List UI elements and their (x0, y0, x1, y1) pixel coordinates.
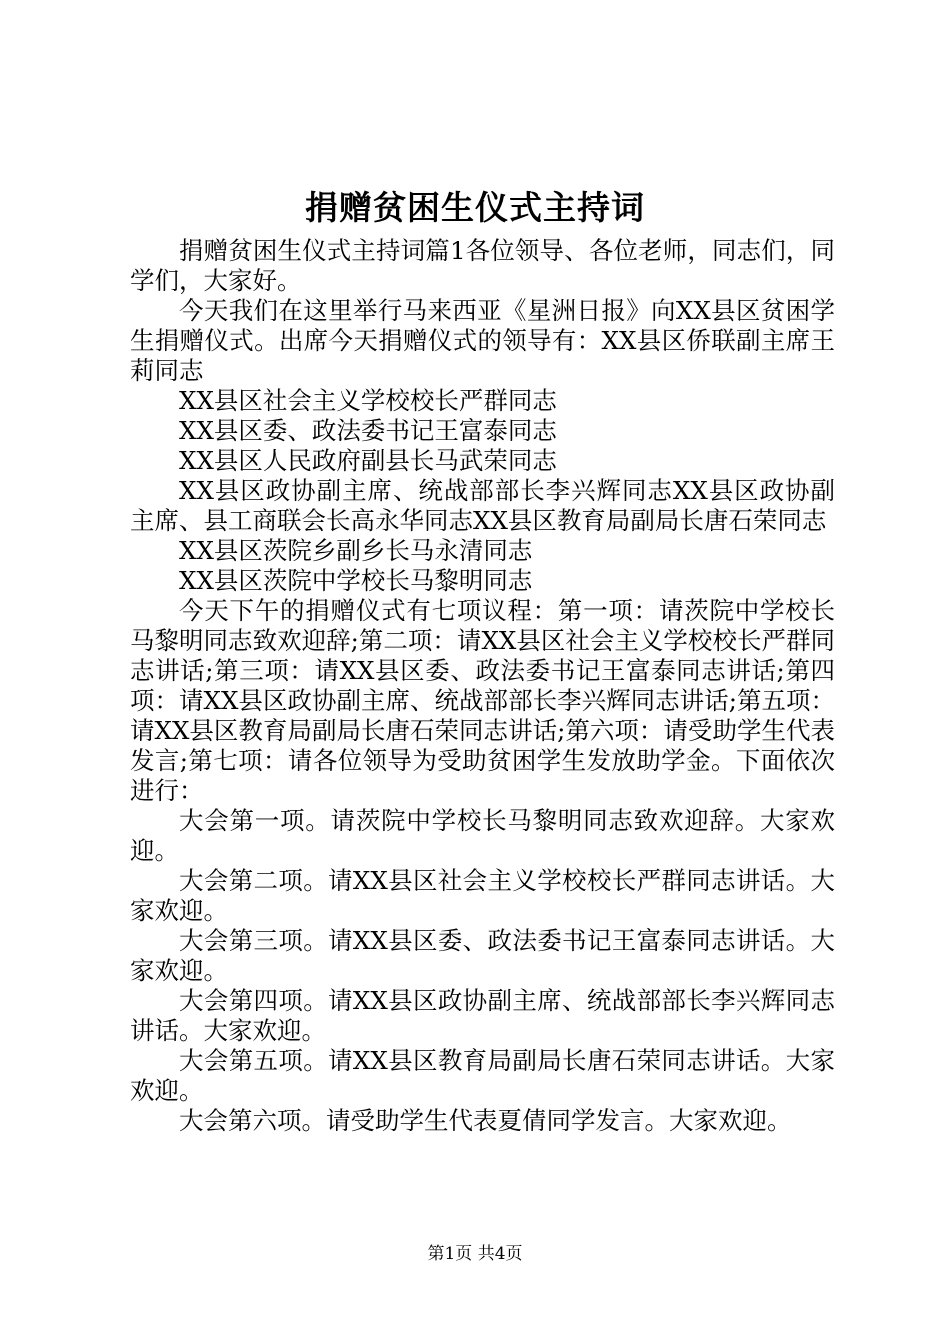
paragraph-agenda-item: 大会第二项。请XX县区社会主义学校校长严群同志讲话。大家欢迎。 (130, 866, 835, 925)
paragraph-agenda-item: 大会第五项。请XX县区教育局副局长唐石荣同志讲话。大家欢迎。 (130, 1046, 835, 1105)
paragraph-introduction: 今天我们在这里举行马来西亚《星洲日报》向XX县区贫困学生捐赠仪式。出席今天捐赠仪式的领导有：XX县区侨联副主席王莉同志 (130, 296, 835, 385)
paragraph-attendee: XX县区社会主义学校校长严群同志 (179, 386, 557, 415)
paragraph-agenda-item: 大会第三项。请XX县区委、政法委书记王富泰同志讲话。大家欢迎。 (130, 926, 835, 985)
paragraph-attendee: XX县区茨院乡副乡长马永清同志 (179, 536, 533, 565)
paragraph-agenda-item: 大会第六项。请受助学生代表夏倩同学发言。大家欢迎。 (179, 1106, 792, 1135)
paragraph-attendee: XX县区政协副主席、统战部部长李兴辉同志XX县区政协副主席、县工商联会长高永华同志XX县区教育局副局长唐石荣同志 (130, 476, 835, 535)
paragraph-agenda-item: 大会第一项。请茨院中学校长马黎明同志致欢迎辞。大家欢迎。 (130, 806, 835, 865)
document-title: 捐赠贫困生仪式主持词 (305, 188, 645, 227)
paragraph-greeting: 捐赠贫困生仪式主持词篇1各位领导、各位老师，同志们，同学们，大家好。 (130, 236, 835, 295)
paragraph-attendee: XX县区茨院中学校长马黎明同志 (179, 566, 533, 595)
paragraph-attendee: XX县区委、政法委书记王富泰同志 (179, 416, 557, 445)
page-footer: 第1页 共4页 (427, 1244, 523, 1264)
paragraph-agenda-item: 大会第四项。请XX县区政协副主席、统战部部长李兴辉同志讲话。大家欢迎。 (130, 986, 835, 1045)
paragraph-attendee: XX县区人民政府副县长马武荣同志 (179, 446, 557, 475)
document-body (130, 236, 835, 1136)
paragraph-agenda: 今天下午的捐赠仪式有七项议程：第一项：请茨院中学校长马黎明同志致欢迎辞;第二项：请XX县区社会主义学校校长严群同志讲话;第三项：请XX县区委、政法委书记王富泰同志讲话;第四项：请XX县区政协副主席、统战部部长李兴辉同志讲话;第五项：请XX县区教育局副局长唐石荣同志讲话;第六项：请受助学生代表发言;第七项：请各位领导为受助贫困学生发放助学金。下面依次进行： (130, 596, 835, 805)
